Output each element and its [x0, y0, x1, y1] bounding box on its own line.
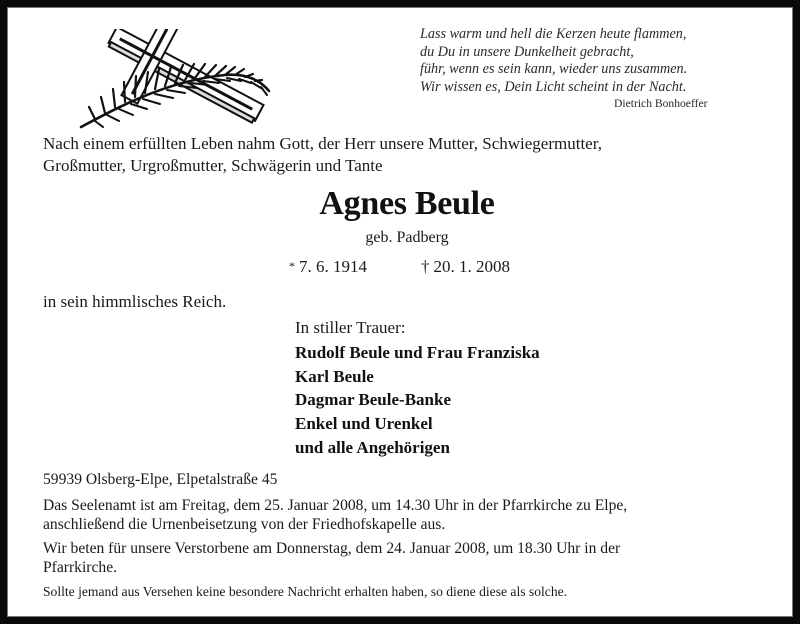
prayer-line: Wir beten für unsere Verstorbene am Donnerstag, dem 24. Januar 2008, um 18.30 Uhr in der [43, 540, 621, 557]
mourners-list [295, 341, 540, 460]
birth-symbol-icon: * [289, 259, 295, 273]
deceased-name: Agnes Beule [319, 185, 495, 222]
closing-text: in sein himmlisches Reich. [43, 292, 227, 311]
mourner-name: und alle Angehörigen [295, 437, 450, 457]
intro-line: Nach einem erfüllten Leben nahm Gott, der Herr unsere Mutter, Schwiegermutter, [43, 134, 602, 153]
poem-line: Wir wissen es, Dein Licht scheint in der Nacht. [420, 78, 687, 95]
address: 59939 Olsberg-Elpe, Elpetalstraße 45 [43, 471, 278, 488]
birth-date [289, 257, 367, 277]
prayer-info [43, 539, 620, 577]
mourner-name: Enkel und Urenkel [295, 414, 433, 434]
service-info [43, 496, 627, 534]
birth-date-value: 7. 6. 1914 [299, 257, 367, 276]
service-line: Das Seelenamt ist am Freitag, dem 25. Januar 2008, um 14.30 Uhr in der Pfarrkirche zu Elpe, [43, 497, 628, 514]
notice-note: Sollte jemand aus Versehen keine besondere Nachricht erhalten haben, so diene diese als solche. [43, 584, 568, 599]
poem-author: Dietrich Bonhoeffer [614, 97, 708, 110]
service-line: anschließend die Urnenbeisetzung von der Friedhofskapelle aus. [43, 516, 446, 533]
death-date-value: 20. 1. 2008 [433, 257, 510, 276]
mourners-label: In stiller Trauer: [295, 318, 406, 337]
poem-line: du Du in unsere Dunkelheit gebracht, [420, 43, 634, 60]
mourner-name: Dagmar Beule-Banke [295, 390, 451, 410]
poem-line: Lass warm und hell die Kerzen heute flammen, [420, 26, 687, 42]
mourner-name: Karl Beule [295, 366, 374, 386]
intro-text [43, 133, 602, 177]
cross-palm-icon [75, 29, 275, 129]
death-date [421, 257, 510, 277]
maiden-name: geb. Padberg [365, 229, 449, 246]
prayer-line: Pfarrkirche. [43, 559, 118, 576]
poem-line: führ, wenn es sein kann, wieder uns zusammen. [420, 61, 688, 77]
death-cross-icon: † [421, 257, 430, 276]
mourner-name: Rudolf Beule und Frau Franziska [295, 343, 540, 362]
poem [420, 26, 687, 96]
intro-line: Großmutter, Urgroßmutter, Schwägerin und Tante [43, 156, 383, 175]
